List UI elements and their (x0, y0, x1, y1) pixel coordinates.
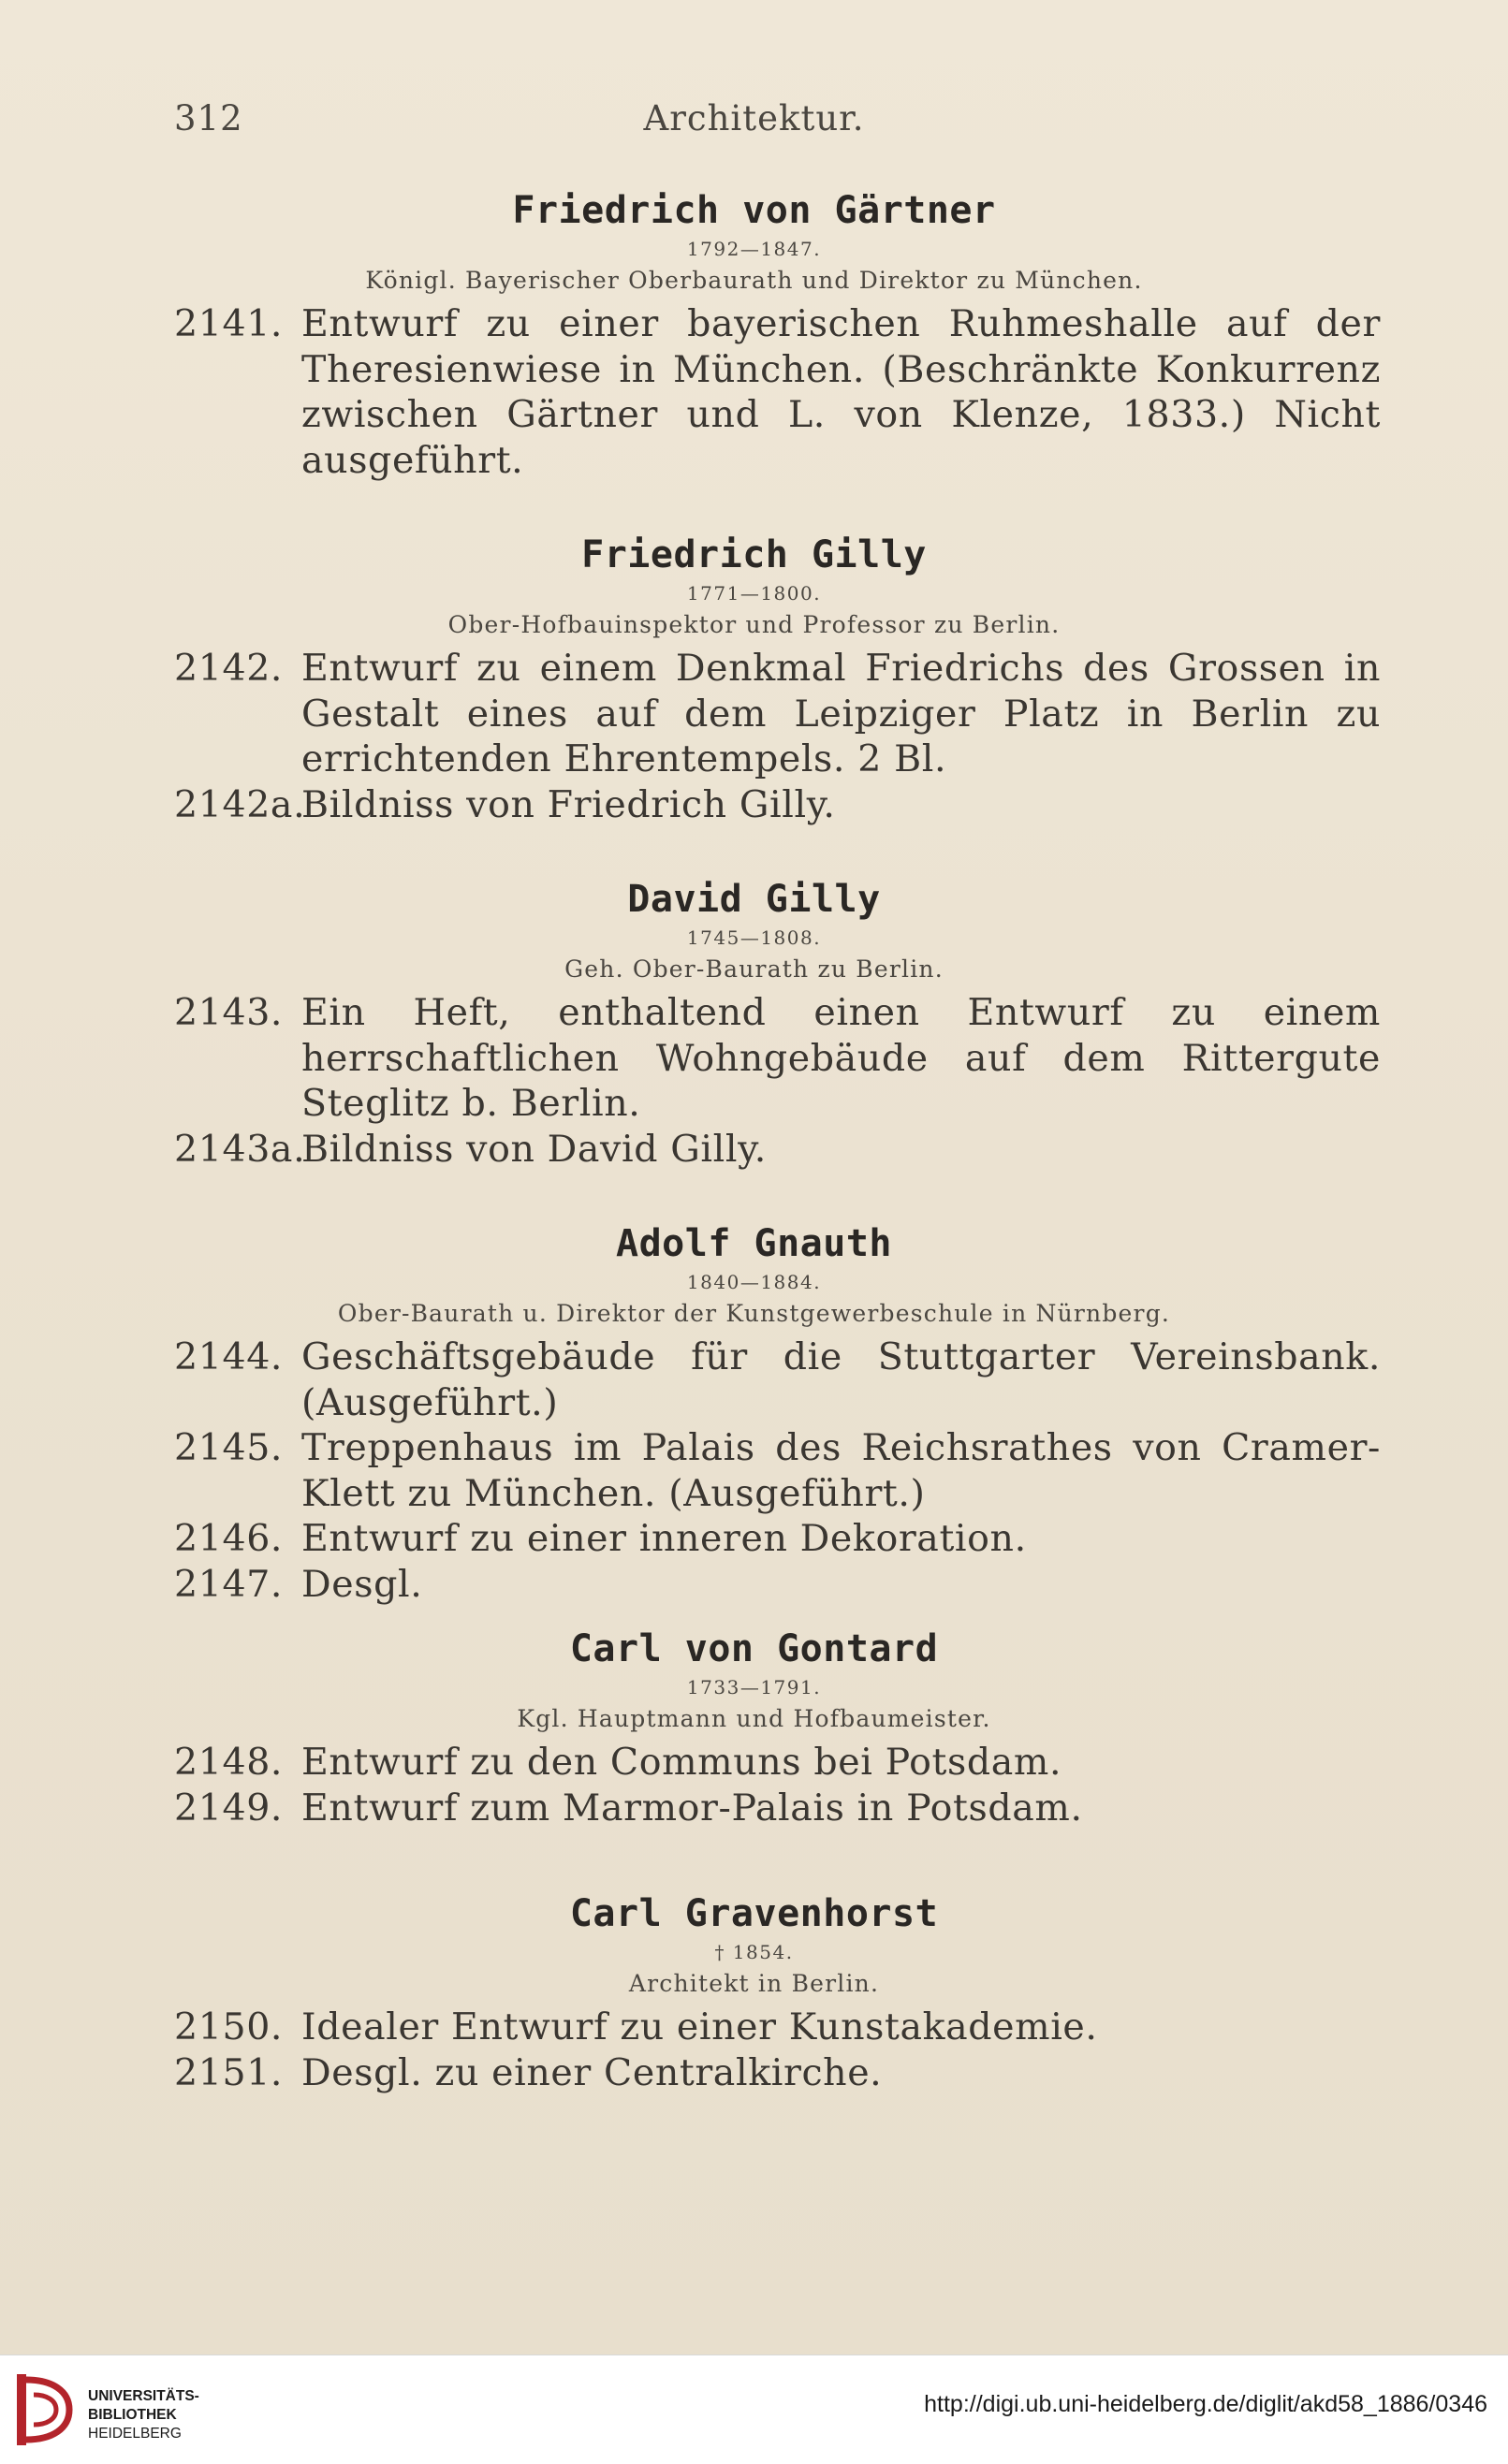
catalog-entry (0, 1562, 1381, 1608)
entry-number: 2145. (174, 1426, 284, 1469)
artist-role: Architekt in Berlin. (628, 1970, 880, 1997)
entry-number: 2151. (174, 2050, 284, 2094)
catalog-entry (0, 1127, 1381, 1173)
entry-number: 2143. (174, 991, 284, 1034)
running-head (0, 98, 1508, 143)
entry-text: Entwurf zu einer inneren Dekoration. (301, 1517, 1027, 1560)
artist-name: Carl Gravenhorst (569, 1892, 939, 1935)
artist-role: Kgl. Hauptmann und Hofbaumeister. (517, 1705, 991, 1732)
artist-section (0, 1890, 1508, 2095)
entry-list (0, 990, 1508, 1172)
catalog-entry (0, 1740, 1381, 1786)
library-footer (0, 2355, 1508, 2464)
catalog-entry (0, 2050, 1381, 2096)
entry-text: Desgl. zu einer Centralkirche. (301, 2050, 883, 2094)
artist-dates: † 1854. (714, 1941, 794, 1963)
artist-name: Friedrich Gilly (581, 533, 927, 576)
catalog-body (0, 187, 1508, 2095)
running-title: Architektur. (643, 98, 865, 139)
catalog-entry (0, 990, 1381, 1127)
artist-section (0, 1220, 1508, 1607)
library-name-line1: UNIVERSITÄTS- (88, 2388, 199, 2404)
artist-name: David Gilly (627, 878, 881, 921)
artist-role: Geh. Ober-Baurath zu Berlin. (564, 955, 944, 983)
entry-number: 2143a. (174, 1127, 306, 1171)
page-number: 312 (174, 98, 243, 139)
artist-dates: 1733—1791. (686, 1676, 822, 1699)
entry-text: Bildniss von Friedrich Gilly. (301, 782, 836, 826)
catalog-entry (0, 1516, 1381, 1562)
entry-list (0, 646, 1508, 827)
library-name (88, 2387, 199, 2443)
catalog-entry (0, 646, 1381, 782)
artist-dates: 1792—1847. (686, 238, 822, 260)
permalink-url[interactable]: http://digi.ub.uni-heidelberg.de/diglit/akd58_1886/0346 (924, 2391, 1487, 2417)
catalog-entry (0, 301, 1381, 483)
entry-number: 2144. (174, 1335, 284, 1378)
library-name-line2: BIBLIOTHEK (88, 2407, 177, 2423)
entry-number: 2146. (174, 1517, 284, 1560)
artist-dates: 1840—1884. (686, 1271, 822, 1293)
artist-name: Friedrich von Gärtner (512, 189, 996, 232)
entry-text: Treppenhaus im Palais des Reichsrathes von Cramer-Klett zu München. (Ausgeführt.) (301, 1426, 1381, 1515)
artist-role: Königl. Bayerischer Oberbaurath und Direktor zu München. (365, 267, 1143, 294)
entry-text: Ein Heft, enthaltend einen Entwurf zu einem herrschaftlichen Wohngebäude auf dem Rittergute Steglitz b. Berlin. (301, 991, 1381, 1125)
entry-list (0, 301, 1508, 483)
entry-number: 2141. (174, 302, 284, 345)
entry-list (0, 2005, 1508, 2095)
catalog-entry (0, 1786, 1381, 1831)
artist-name: Adolf Gnauth (616, 1222, 892, 1265)
artist-section (0, 1626, 1508, 1830)
entry-number: 2142. (174, 647, 284, 690)
artist-section (0, 187, 1508, 483)
catalog-entry (0, 2005, 1381, 2050)
entry-number: 2142a. (174, 782, 306, 826)
entry-text: Geschäftsgebäude für die Stuttgarter Vereinsbank. (Ausgeführt.) (301, 1335, 1381, 1424)
library-logo-icon (15, 2370, 75, 2449)
entry-text: Entwurf zum Marmor-Palais in Potsdam. (301, 1786, 1083, 1830)
entry-number: 2148. (174, 1741, 284, 1784)
entry-text: Desgl. (301, 1562, 423, 1606)
entry-number: 2150. (174, 2005, 284, 2048)
entry-list (0, 1740, 1508, 1830)
entry-number: 2147. (174, 1562, 284, 1606)
entry-text: Entwurf zu einer bayerischen Ruhmeshalle auf der Theresienwiese in München. (Beschränkte Konkurrenz zwischen Gärtner und L. von Klenze, 1833.) Nicht ausgeführt. (301, 302, 1381, 482)
artist-role: Ober-Hofbauinspektor und Professor zu Berlin. (447, 611, 1061, 638)
artist-dates: 1745—1808. (686, 926, 822, 949)
artist-section (0, 532, 1508, 827)
catalog-entry (0, 782, 1381, 828)
catalog-entry (0, 1425, 1381, 1516)
catalog-entry (0, 1334, 1381, 1425)
entry-text: Idealer Entwurf zu einer Kunstakademie. (301, 2005, 1098, 2048)
entry-text: Bildniss von David Gilly. (301, 1127, 767, 1171)
artist-section (0, 876, 1508, 1172)
entry-text: Entwurf zu einem Denkmal Friedrichs des Grossen in Gestalt eines auf dem Leipziger Platz in Berlin zu errichtenden Ehrentempels. 2 Bl. (301, 647, 1381, 780)
entry-list (0, 1334, 1508, 1607)
library-name-line3: HEIDELBERG (88, 2426, 182, 2442)
artist-name: Carl von Gontard (569, 1627, 939, 1670)
entry-number: 2149. (174, 1786, 284, 1830)
artist-role: Ober-Baurath u. Direktor der Kunstgewerbeschule in Nürnberg. (337, 1300, 1171, 1327)
artist-dates: 1771—1800. (686, 582, 822, 605)
entry-text: Entwurf zu den Communs bei Potsdam. (301, 1741, 1062, 1784)
